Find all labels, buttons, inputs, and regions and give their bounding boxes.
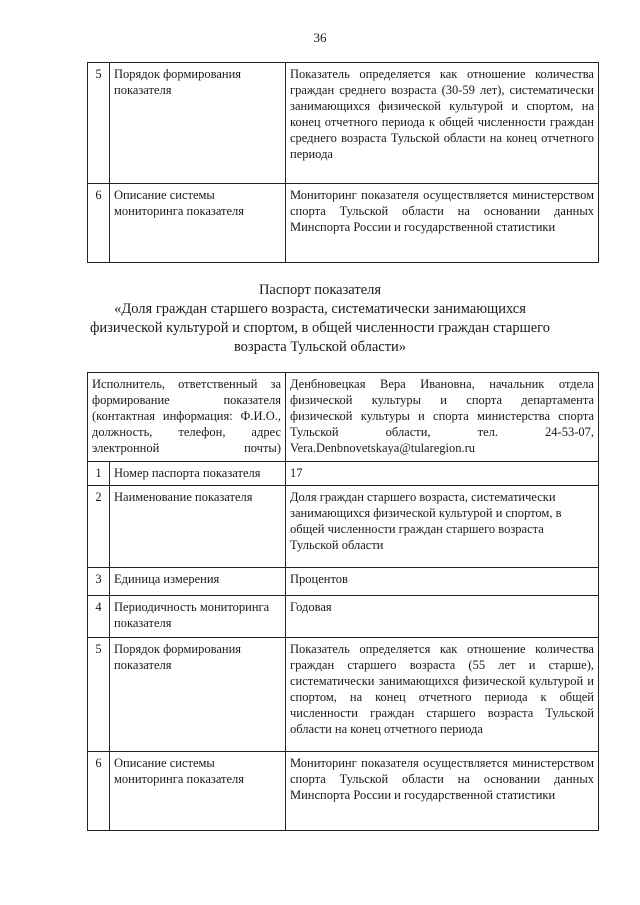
- row-label: Порядок формирования показателя: [110, 63, 286, 184]
- row-value: Мониторинг показателя осуществляется министерством спорта Тульской области на основании данных Минспорта России и государственной статистики: [286, 184, 599, 263]
- row-number: 5: [88, 638, 110, 752]
- passport-title-line: возраста Тульской области»: [233, 339, 407, 355]
- row-label: Наименование показателя: [110, 486, 286, 568]
- row-number: 4: [88, 596, 110, 638]
- table-row: [88, 184, 599, 263]
- page-number: 36: [313, 30, 327, 45]
- executor-value: Денбновецкая Вера Ивановна, начальник отдела физической культуры и спорта департамента физической культуры и спорта министерства спорта Тульской области, тел. 24-53-07, Vera.Denbnovetskaya@tularegion.ru: [286, 373, 599, 462]
- row-value: Процентов: [286, 568, 599, 596]
- row-value: Доля граждан старшего возраста, систематически занимающихся физической культурой и спортом, в общей численности граждан старшего возраста Тульской области: [286, 486, 599, 568]
- row-label: Единица измерения: [110, 568, 286, 596]
- row-number: 2: [88, 486, 110, 568]
- table-row: [88, 373, 599, 462]
- passport-table: [87, 372, 599, 831]
- row-label: Номер паспорта показателя: [110, 462, 286, 486]
- passport-heading: Паспорт показателя: [258, 282, 382, 298]
- row-number: 6: [88, 752, 110, 831]
- table-row: [88, 752, 599, 831]
- table-row: [88, 638, 599, 752]
- row-value: 17: [286, 462, 599, 486]
- passport-title-line: физической культурой и спортом, в общей численности граждан старшего: [89, 320, 551, 336]
- executor-label: Исполнитель, ответственный за формирование показателя (контактная информация: Ф.И.О., должность, телефон, адрес электронной почты): [88, 373, 286, 462]
- row-label: Описание системы мониторинга показателя: [110, 752, 286, 831]
- row-label: Порядок формирования показателя: [110, 638, 286, 752]
- row-label: Периодичность мониторинга показателя: [110, 596, 286, 638]
- table-row: [88, 568, 599, 596]
- row-value: Показатель определяется как отношение количества граждан старшего возраста (55 лет и старше), систематически занимающихся физической культурой и спортом, на конец отчетного периода к общей численности граждан старшего возраста Тульской области на конец отчетного периода: [286, 638, 599, 752]
- row-value: Мониторинг показателя осуществляется министерством спорта Тульской области на основании данных Минспорта России и государственной статистики: [286, 752, 599, 831]
- table-row: [88, 462, 599, 486]
- row-value: Показатель определяется как отношение количества граждан среднего возраста (30-59 лет), систематически занимающихся физической культурой и спортом, на конец отчетного периода к общей численности граждан среднего возраста Тульской области на конец отчетного периода: [286, 63, 599, 184]
- passport-title-line: «Доля граждан старшего возраста, систематически занимающихся: [114, 301, 526, 317]
- row-number: 1: [88, 462, 110, 486]
- row-value: Годовая: [286, 596, 599, 638]
- table-row: [88, 63, 599, 184]
- passport-title-block: [80, 281, 560, 357]
- table-row: [88, 596, 599, 638]
- row-number: 5: [88, 63, 110, 184]
- top-table: [87, 62, 599, 263]
- row-number: 6: [88, 184, 110, 263]
- row-label: Описание системы мониторинга показателя: [110, 184, 286, 263]
- row-number: 3: [88, 568, 110, 596]
- table-row: [88, 486, 599, 568]
